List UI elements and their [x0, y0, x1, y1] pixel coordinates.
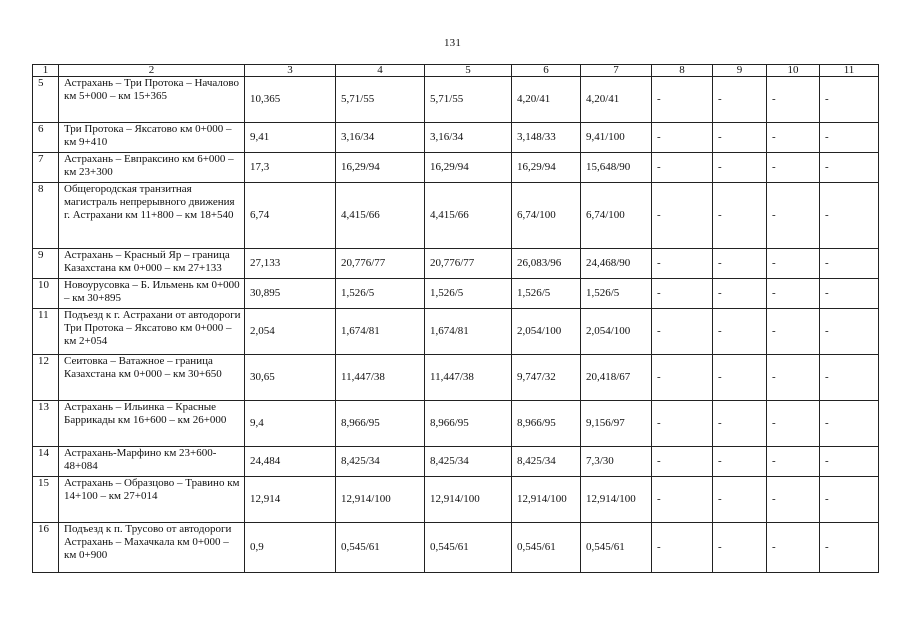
- road-length: 12,914: [245, 477, 336, 523]
- road-name: Астрахань – Евпраксино км 6+000 – км 23+300: [59, 153, 245, 183]
- value-col-5: 1,526/5: [425, 279, 512, 309]
- header-cell: 6: [512, 65, 581, 77]
- value-col-11: -: [820, 355, 879, 401]
- value-col-9: -: [713, 447, 767, 477]
- value-col-4: 1,674/81: [336, 309, 425, 355]
- value-col-5: 16,29/94: [425, 153, 512, 183]
- road-name: Общегородская транзитная магистраль непрерывного движения г. Астрахани км 11+800 – км 18+540: [59, 183, 245, 249]
- road-length: 10,365: [245, 77, 336, 123]
- value-col-8: -: [652, 523, 713, 573]
- value-col-5: 3,16/34: [425, 123, 512, 153]
- value-col-7: 7,3/30: [581, 447, 652, 477]
- road-length: 9,4: [245, 401, 336, 447]
- value-col-10: -: [767, 77, 820, 123]
- value-col-7: 20,418/67: [581, 355, 652, 401]
- table-row: [33, 401, 879, 447]
- value-col-4: 20,776/77: [336, 249, 425, 279]
- row-number: 12: [33, 355, 59, 401]
- table-row: [33, 279, 879, 309]
- header-cell: 5: [425, 65, 512, 77]
- value-col-8: -: [652, 279, 713, 309]
- table-row: [33, 153, 879, 183]
- value-col-6: 0,545/61: [512, 523, 581, 573]
- header-cell: 4: [336, 65, 425, 77]
- header-cell: 9: [713, 65, 767, 77]
- value-col-8: -: [652, 77, 713, 123]
- value-col-5: 12,914/100: [425, 477, 512, 523]
- row-number: 7: [33, 153, 59, 183]
- value-col-7: 6,74/100: [581, 183, 652, 249]
- value-col-4: 4,415/66: [336, 183, 425, 249]
- value-col-5: 4,415/66: [425, 183, 512, 249]
- value-col-8: -: [652, 447, 713, 477]
- value-col-11: -: [820, 309, 879, 355]
- value-col-6: 9,747/32: [512, 355, 581, 401]
- road-length: 24,484: [245, 447, 336, 477]
- value-col-7: 0,545/61: [581, 523, 652, 573]
- row-number: 8: [33, 183, 59, 249]
- table-row: [33, 123, 879, 153]
- value-col-7: 9,156/97: [581, 401, 652, 447]
- value-col-5: 8,425/34: [425, 447, 512, 477]
- value-col-6: 8,966/95: [512, 401, 581, 447]
- table-row: [33, 249, 879, 279]
- value-col-8: -: [652, 153, 713, 183]
- value-col-7: 12,914/100: [581, 477, 652, 523]
- row-number: 11: [33, 309, 59, 355]
- value-col-11: -: [820, 279, 879, 309]
- road-length: 30,895: [245, 279, 336, 309]
- road-length: 0,9: [245, 523, 336, 573]
- header-cell: 10: [767, 65, 820, 77]
- value-col-8: -: [652, 123, 713, 153]
- value-col-10: -: [767, 279, 820, 309]
- value-col-9: -: [713, 477, 767, 523]
- value-col-4: 16,29/94: [336, 153, 425, 183]
- value-col-5: 1,674/81: [425, 309, 512, 355]
- value-col-11: -: [820, 523, 879, 573]
- header-cell: 7: [581, 65, 652, 77]
- value-col-5: 8,966/95: [425, 401, 512, 447]
- table-header-row: [33, 65, 879, 77]
- value-col-9: -: [713, 249, 767, 279]
- table-body: [33, 65, 879, 573]
- road-length: 30,65: [245, 355, 336, 401]
- value-col-7: 24,468/90: [581, 249, 652, 279]
- value-col-10: -: [767, 153, 820, 183]
- value-col-9: -: [713, 77, 767, 123]
- value-col-6: 1,526/5: [512, 279, 581, 309]
- road-length: 2,054: [245, 309, 336, 355]
- table-row: [33, 477, 879, 523]
- table-row: [33, 309, 879, 355]
- road-name: Астрахань – Три Протока – Началово км 5+000 – км 15+365: [59, 77, 245, 123]
- road-length: 17,3: [245, 153, 336, 183]
- value-col-7: 2,054/100: [581, 309, 652, 355]
- value-col-10: -: [767, 123, 820, 153]
- value-col-7: 9,41/100: [581, 123, 652, 153]
- value-col-10: -: [767, 401, 820, 447]
- table-row: [33, 523, 879, 573]
- value-col-8: -: [652, 355, 713, 401]
- value-col-8: -: [652, 477, 713, 523]
- value-col-11: -: [820, 249, 879, 279]
- road-name: Три Протока – Яксатово км 0+000 – км 9+410: [59, 123, 245, 153]
- value-col-9: -: [713, 153, 767, 183]
- value-col-9: -: [713, 401, 767, 447]
- value-col-4: 1,526/5: [336, 279, 425, 309]
- road-name: Новоурусовка – Б. Ильмень км 0+000 – км 30+895: [59, 279, 245, 309]
- value-col-6: 8,425/34: [512, 447, 581, 477]
- value-col-6: 16,29/94: [512, 153, 581, 183]
- road-name: Астрахань – Красный Яр – граница Казахстана км 0+000 – км 27+133: [59, 249, 245, 279]
- road-name: Подъезд к п. Трусово от автодороги Астрахань – Махачкала км 0+000 – км 0+900: [59, 523, 245, 573]
- value-col-7: 4,20/41: [581, 77, 652, 123]
- value-col-11: -: [820, 183, 879, 249]
- road-name: Астрахань – Образцово – Травино км 14+100 – км 27+014: [59, 477, 245, 523]
- value-col-5: 20,776/77: [425, 249, 512, 279]
- row-number: 6: [33, 123, 59, 153]
- road-name: Астрахань-Марфино км 23+600-48+084: [59, 447, 245, 477]
- value-col-7: 1,526/5: [581, 279, 652, 309]
- value-col-4: 0,545/61: [336, 523, 425, 573]
- value-col-4: 5,71/55: [336, 77, 425, 123]
- value-col-8: -: [652, 249, 713, 279]
- header-cell: 3: [245, 65, 336, 77]
- value-col-10: -: [767, 355, 820, 401]
- row-number: 13: [33, 401, 59, 447]
- row-number: 15: [33, 477, 59, 523]
- value-col-6: 2,054/100: [512, 309, 581, 355]
- value-col-9: -: [713, 309, 767, 355]
- row-number: 16: [33, 523, 59, 573]
- value-col-6: 3,148/33: [512, 123, 581, 153]
- value-col-10: -: [767, 183, 820, 249]
- value-col-9: -: [713, 123, 767, 153]
- value-col-6: 12,914/100: [512, 477, 581, 523]
- value-col-10: -: [767, 249, 820, 279]
- row-number: 14: [33, 447, 59, 477]
- value-col-11: -: [820, 153, 879, 183]
- value-col-10: -: [767, 309, 820, 355]
- value-col-4: 8,425/34: [336, 447, 425, 477]
- header-cell: 1: [33, 65, 59, 77]
- value-col-4: 12,914/100: [336, 477, 425, 523]
- road-name: Астрахань – Ильинка – Красные Баррикады км 16+600 – км 26+000: [59, 401, 245, 447]
- value-col-6: 4,20/41: [512, 77, 581, 123]
- road-name: Подъезд к г. Астрахани от автодороги Три Протока – Яксатово км 0+000 – км 2+054: [59, 309, 245, 355]
- page-number: 131: [443, 37, 462, 49]
- value-col-5: 0,545/61: [425, 523, 512, 573]
- value-col-9: -: [713, 279, 767, 309]
- value-col-10: -: [767, 447, 820, 477]
- value-col-7: 15,648/90: [581, 153, 652, 183]
- value-col-10: -: [767, 523, 820, 573]
- table-row: [33, 447, 879, 477]
- table-row: [33, 355, 879, 401]
- road-name: Сеитовка – Ватажное – граница Казахстана км 0+000 – км 30+650: [59, 355, 245, 401]
- value-col-11: -: [820, 123, 879, 153]
- header-cell: 8: [652, 65, 713, 77]
- value-col-11: -: [820, 447, 879, 477]
- road-length: 27,133: [245, 249, 336, 279]
- value-col-5: 5,71/55: [425, 77, 512, 123]
- table-row: [33, 183, 879, 249]
- row-number: 10: [33, 279, 59, 309]
- road-length: 9,41: [245, 123, 336, 153]
- value-col-8: -: [652, 401, 713, 447]
- row-number: 5: [33, 77, 59, 123]
- value-col-5: 11,447/38: [425, 355, 512, 401]
- value-col-9: -: [713, 523, 767, 573]
- value-col-6: 26,083/96: [512, 249, 581, 279]
- value-col-11: -: [820, 477, 879, 523]
- value-col-9: -: [713, 183, 767, 249]
- value-col-10: -: [767, 477, 820, 523]
- value-col-6: 6,74/100: [512, 183, 581, 249]
- value-col-4: 8,966/95: [336, 401, 425, 447]
- road-length: 6,74: [245, 183, 336, 249]
- value-col-8: -: [652, 309, 713, 355]
- value-col-11: -: [820, 77, 879, 123]
- value-col-4: 3,16/34: [336, 123, 425, 153]
- value-col-8: -: [652, 183, 713, 249]
- header-cell: 11: [820, 65, 879, 77]
- value-col-11: -: [820, 401, 879, 447]
- table-row: [33, 77, 879, 123]
- row-number: 9: [33, 249, 59, 279]
- header-cell: 2: [59, 65, 245, 77]
- roads-table: [32, 64, 879, 573]
- value-col-4: 11,447/38: [336, 355, 425, 401]
- value-col-9: -: [713, 355, 767, 401]
